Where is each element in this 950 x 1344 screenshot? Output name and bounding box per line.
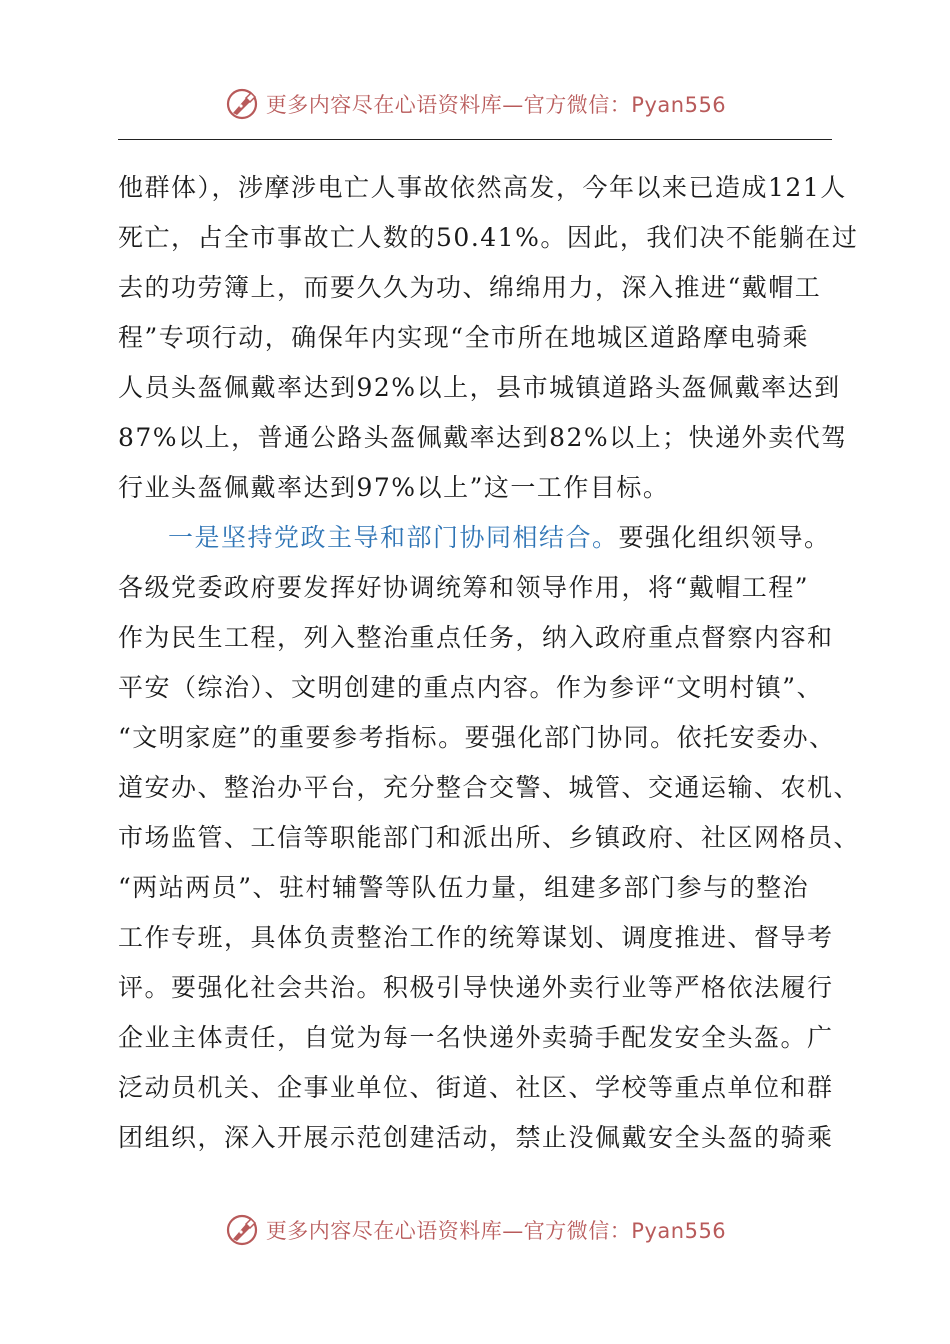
- text-line: 评。要强化社会共治。积极引导快递外卖行业等严格依法履行: [118, 973, 834, 1002]
- text-line: 平安（综治）、文明创建的重点内容。作为参评“文明村镇”、: [118, 673, 824, 702]
- text-line: 泛动员机关、企事业单位、街道、社区、学校等重点单位和群: [118, 1073, 834, 1102]
- pen-nib-icon: [224, 86, 260, 122]
- text-line: 人员头盔佩戴率达到92%以上，县市城镇道路头盔佩戴率达到: [118, 373, 841, 402]
- text-line: “两站两员”、驻村辅警等队伍力量，组建多部门参与的整治: [118, 873, 810, 902]
- text-line: 工作专班，具体负责整治工作的统筹谋划、调度推进、督导考: [118, 923, 834, 952]
- text-line: 市场监管、工信等职能部门和派出所、乡镇政府、社区网格员、: [118, 823, 861, 852]
- footer-banner-text: 更多内容尽在心语资料库—官方微信：Pyan556: [265, 1219, 727, 1243]
- header-banner: [0, 82, 950, 126]
- text-line: 死亡，占全市事故亡人数的50.41%。因此，我们决不能躺在过: [118, 223, 859, 252]
- text-line: 87%以上，普通公路头盔佩戴率达到82%以上；快递外卖代驾: [118, 423, 848, 452]
- text-line: “文明家庭”的重要参考指标。要强化部门协同。依托安委办、: [118, 723, 836, 752]
- header-banner-text: 更多内容尽在心语资料库—官方微信：Pyan556: [265, 93, 727, 117]
- text-line: 团组织，深入开展示范创建活动，禁止没佩戴安全头盔的骑乘: [118, 1123, 834, 1152]
- text-line: 去的功劳簿上，而要久久为功、绵绵用力，深入推进“戴帽工: [118, 273, 822, 302]
- text-line: 企业主体责任，自觉为每一名快递外卖骑手配发安全头盔。广: [118, 1023, 834, 1052]
- paragraph-first-line: [118, 513, 858, 563]
- text-line: 各级党委政府要发挥好协调统筹和领导作用，将“戴帽工程”: [118, 573, 810, 602]
- footer-banner: [0, 1208, 950, 1252]
- section-heading: 一是坚持党政主导和部门协同相结合。: [168, 523, 619, 552]
- header-divider: [118, 139, 832, 140]
- text-line: 行业头盔佩戴率达到97%以上”这一工作目标。: [118, 473, 670, 502]
- pen-nib-icon: [224, 1212, 260, 1248]
- text-run: 要强化组织领导。: [618, 523, 831, 552]
- document-body: [118, 163, 861, 1163]
- text-line: 程”专项行动，确保年内实现“全市所在地城区道路摩电骑乘: [118, 323, 810, 352]
- text-line: 道安办、整治办平台，充分整合交警、城管、交通运输、农机、: [118, 773, 861, 802]
- text-line: 他群体），涉摩涉电亡人事故依然高发，今年以来已造成121人: [118, 173, 847, 202]
- text-line: 作为民生工程，列入整治重点任务，纳入政府重点督察内容和: [118, 623, 834, 652]
